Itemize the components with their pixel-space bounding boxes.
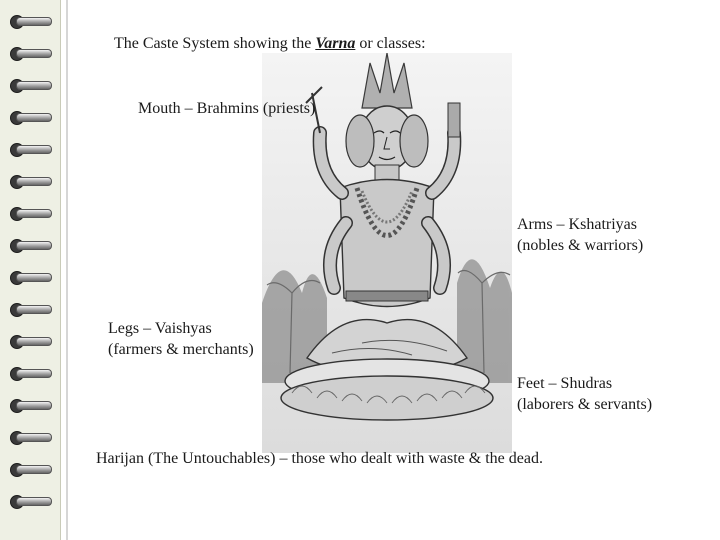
binder-ring-icon xyxy=(10,430,50,444)
title-text-end: or classes: xyxy=(355,35,426,52)
binder-ring-icon xyxy=(10,270,50,284)
slide-title xyxy=(114,33,426,54)
harijan-label: Harijan (The Untouchables) – those who dealt with waste & the dead. xyxy=(96,450,543,467)
binder-ring-icon xyxy=(10,462,50,476)
page-edge xyxy=(66,0,68,540)
binder-ring-icon xyxy=(10,398,50,412)
binder-ring-icon xyxy=(10,302,50,316)
binder-ring-icon xyxy=(10,78,50,92)
binder-ring-icon xyxy=(10,14,50,28)
binder-ring-icon xyxy=(10,494,50,508)
binder-ring-icon xyxy=(10,110,50,124)
legs-description: (farmers & merchants) xyxy=(108,341,254,358)
binder-ring-icon xyxy=(10,366,50,380)
binder-ring-icon xyxy=(10,142,50,156)
binder-ring-icon xyxy=(10,238,50,252)
arms-label: Arms – Kshatriyas xyxy=(517,216,637,233)
feet-description: (laborers & servants) xyxy=(517,396,653,413)
title-text-start: The Caste System showing the xyxy=(114,35,316,52)
binder-ring-icon xyxy=(10,174,50,188)
arms-description: (nobles & warriors) xyxy=(517,237,644,254)
binder-ring-icon xyxy=(10,334,50,348)
legs-label: Legs – Vaishyas xyxy=(108,320,212,337)
binder-ring-icon xyxy=(10,46,50,60)
binder-margin xyxy=(0,0,61,540)
binder-ring-icon xyxy=(10,206,50,220)
title-varna: Varna xyxy=(315,35,356,52)
feet-label: Feet – Shudras xyxy=(517,375,613,392)
mouth-label: Mouth – Brahmins (priests) xyxy=(138,100,316,117)
